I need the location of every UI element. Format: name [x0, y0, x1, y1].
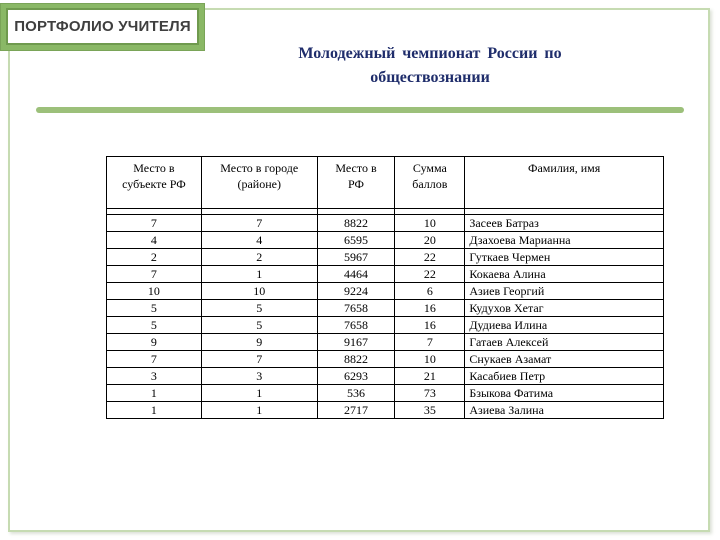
- rf-place-cell: 6595: [317, 232, 395, 249]
- table-row: [107, 334, 664, 351]
- table-row: [107, 402, 664, 419]
- city-place-cell: 4: [201, 232, 317, 249]
- city-place-cell: 1: [201, 266, 317, 283]
- region-place-cell: 7: [107, 266, 202, 283]
- score-cell: 22: [395, 266, 465, 283]
- city-place-cell: 5: [201, 300, 317, 317]
- results-table: [106, 156, 664, 419]
- score-cell: 20: [395, 232, 465, 249]
- table-row: [107, 215, 664, 232]
- region-place-cell: 9: [107, 334, 202, 351]
- city-place-cell: 5: [201, 317, 317, 334]
- city-place-cell: 1: [201, 402, 317, 419]
- table-row: [107, 266, 664, 283]
- score-cell: 22: [395, 249, 465, 266]
- title-divider: [36, 107, 684, 113]
- page-title-line-1: Молодежный чемпионат России по: [298, 45, 562, 62]
- name-cell: Дудиева Илина: [465, 317, 664, 334]
- rf-place-cell: 7658: [317, 300, 395, 317]
- city-place-cell: 9: [201, 334, 317, 351]
- table-row: [107, 385, 664, 402]
- name-cell: Азиев Георгий: [465, 283, 664, 300]
- region-place-cell: 1: [107, 385, 202, 402]
- rf-place-cell: 4464: [317, 266, 395, 283]
- city-place-cell: 3: [201, 368, 317, 385]
- rf-place-cell: 9224: [317, 283, 395, 300]
- table-row: [107, 351, 664, 368]
- score-cell: 6: [395, 283, 465, 300]
- name-cell: Азиева Залина: [465, 402, 664, 419]
- score-cell: 10: [395, 215, 465, 232]
- name-cell: Снукаев Азамат: [465, 351, 664, 368]
- city-place-cell: 2: [201, 249, 317, 266]
- portfolio-header-label: ПОРТФОЛИО УЧИТЕЛЯ: [14, 18, 191, 35]
- rf-place-cell: 2717: [317, 402, 395, 419]
- rf-place-cell: 9167: [317, 334, 395, 351]
- score-cell: 35: [395, 402, 465, 419]
- rf-place-cell: 5967: [317, 249, 395, 266]
- name-cell: Кокаева Алина: [465, 266, 664, 283]
- city-place-cell: 7: [201, 215, 317, 232]
- table-row: [107, 232, 664, 249]
- table-header-row: [107, 157, 664, 209]
- region-place-cell: 5: [107, 317, 202, 334]
- page-title: [230, 42, 630, 90]
- score-cell: 16: [395, 300, 465, 317]
- region-place-cell: 5: [107, 300, 202, 317]
- table-row: [107, 317, 664, 334]
- city-place-cell: 7: [201, 351, 317, 368]
- name-cell: Кудухов Хетаг: [465, 300, 664, 317]
- column-header-region-place: Место в субъекте РФ: [107, 157, 202, 209]
- table-row: [107, 283, 664, 300]
- score-cell: 21: [395, 368, 465, 385]
- score-cell: 73: [395, 385, 465, 402]
- score-cell: 10: [395, 351, 465, 368]
- column-header-city-place: Место в городе (районе): [201, 157, 317, 209]
- rf-place-cell: 6293: [317, 368, 395, 385]
- rf-place-cell: 8822: [317, 351, 395, 368]
- region-place-cell: 7: [107, 215, 202, 232]
- region-place-cell: 3: [107, 368, 202, 385]
- column-header-name: Фамилия, имя: [465, 157, 664, 209]
- page-title-line-2: обществознании: [370, 69, 490, 86]
- city-place-cell: 1: [201, 385, 317, 402]
- rf-place-cell: 7658: [317, 317, 395, 334]
- column-header-rf-place: Место в РФ: [317, 157, 395, 209]
- table-body: [107, 209, 664, 419]
- region-place-cell: 1: [107, 402, 202, 419]
- name-cell: Гатаев Алексей: [465, 334, 664, 351]
- name-cell: Гуткаев Чермен: [465, 249, 664, 266]
- table-row: [107, 249, 664, 266]
- portfolio-header-banner: [0, 3, 205, 51]
- portfolio-header-inner: [6, 8, 199, 45]
- rf-place-cell: 536: [317, 385, 395, 402]
- region-place-cell: 10: [107, 283, 202, 300]
- rf-place-cell: 8822: [317, 215, 395, 232]
- city-place-cell: 10: [201, 283, 317, 300]
- name-cell: Дзахоева Марианна: [465, 232, 664, 249]
- region-place-cell: 7: [107, 351, 202, 368]
- table-row: [107, 368, 664, 385]
- name-cell: Бзыкова Фатима: [465, 385, 664, 402]
- column-header-score: Сумма баллов: [395, 157, 465, 209]
- region-place-cell: 2: [107, 249, 202, 266]
- score-cell: 16: [395, 317, 465, 334]
- name-cell: Касабиев Петр: [465, 368, 664, 385]
- name-cell: Засеев Батраз: [465, 215, 664, 232]
- score-cell: 7: [395, 334, 465, 351]
- region-place-cell: 4: [107, 232, 202, 249]
- table-row: [107, 300, 664, 317]
